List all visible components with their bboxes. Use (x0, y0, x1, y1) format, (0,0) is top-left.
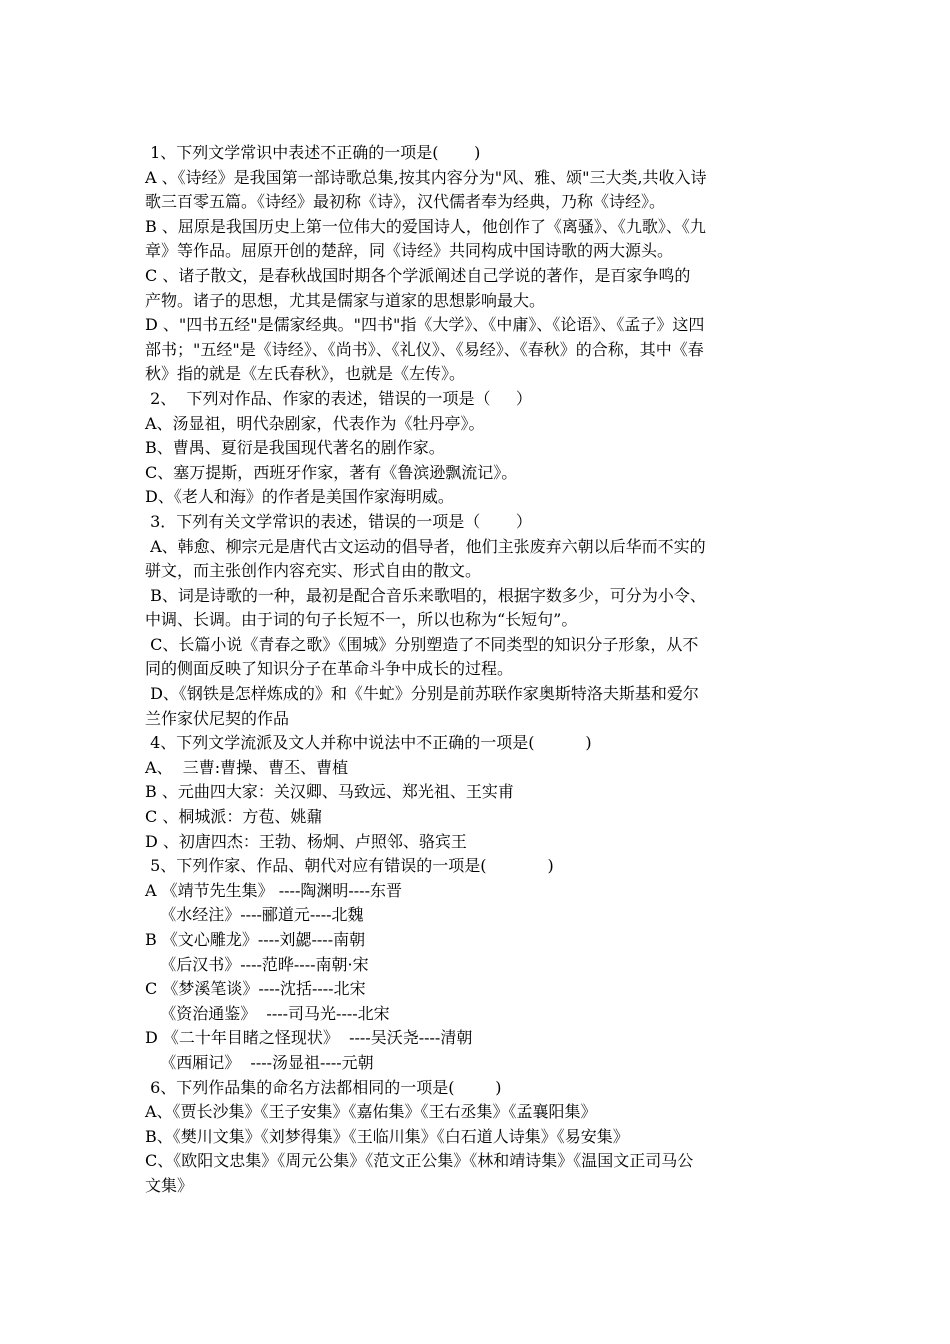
text-line: 骈文，而主张创作内容充实、形式自由的散文。 (145, 561, 482, 581)
text-line: C、塞万提斯，西班牙作家，著有《鲁滨逊飘流记》。 (145, 462, 518, 482)
text-line: 《水经注》----郦道元----北魏 (145, 905, 364, 925)
text-line: B、曹禺、夏衍是我国现代著名的剧作家。 (145, 438, 445, 458)
text-line: 5、下列作家、作品、朝代对应有错误的一项是( ) (145, 856, 554, 876)
text-line: D 、"四书五经"是儒家经典。"四书"指《大学》、《中庸》、《论语》、《孟子》这四 (145, 315, 705, 335)
text-line: A、《贾长沙集》《王子安集》《嘉佑集》《王右丞集》《孟襄阳集》 (145, 1102, 597, 1122)
text-line: A 《靖节先生集》 ----陶渊明----东晋 (145, 880, 402, 900)
text-line: B、词是诗歌的一种，最初是配合音乐来歌唱的，根据字数多少，可分为小令、 (145, 585, 706, 605)
document-body (145, 141, 815, 1199)
text-line: 歌三百零五篇。《诗经》最初称《诗》，汉代儒者奉为经典，乃称《诗经》。 (145, 192, 666, 212)
text-line: B 、屈原是我国历史上第一位伟大的爱国诗人，他创作了《离骚》、《九歌》、《九 (145, 216, 706, 236)
text-line: D、《老人和海》的作者是美国作家海明威。 (145, 487, 454, 507)
text-line: A、韩愈、柳宗元是唐代古文运动的倡导者，他们主张废弃六朝以后华而不实的 (145, 536, 706, 556)
text-line: 《西厢记》 ----汤显祖----元朝 (145, 1052, 374, 1072)
text-line: D 《二十年目睹之怪现状》 ----吴沃尧----清朝 (145, 1028, 473, 1048)
text-line: 同的侧面反映了知识分子在革命斗争中成长的过程。 (145, 659, 514, 679)
text-line: D、《钢铁是怎样炼成的》和《牛虻》分别是前苏联作家奥斯特洛夫斯基和爱尔 (145, 684, 699, 704)
text-line: A 、《诗经》是我国第一部诗歌总集,按其内容分为"风、雅、颂"三大类,共收入诗 (145, 167, 707, 187)
text-line: A、 三曹:曹操、曹丕、曹植 (145, 757, 349, 777)
text-line: 文集》 (145, 1175, 194, 1195)
text-line: 4、下列文学流派及文人并称中说法中不正确的一项是( ) (145, 733, 592, 753)
text-line: C、《欧阳文忠集》《周元公集》《范文正公集》《林和靖诗集》《温国文正司马公 (145, 1151, 694, 1171)
text-line: C 、诸子散文，是春秋战国时期各个学派阐述自己学说的著作，是百家争鸣的 (145, 265, 691, 285)
text-line: B、《樊川文集》《刘梦得集》《王临川集》《白石道人诗集》《易安集》 (145, 1126, 629, 1146)
text-line: 秋》指的就是《左氏春秋》，也就是《左传》。 (145, 364, 466, 384)
text-line: 1、下列文学常识中表述不正确的一项是( ) (145, 143, 481, 162)
text-line: 《后汉书》----范晔----南朝·宋 (145, 954, 369, 974)
text-line: B 《文心雕龙》----刘勰----南朝 (145, 930, 366, 949)
text-line: 3．下列有关文学常识的表述，错误的一项是（ ） (145, 511, 532, 531)
text-line: B 、元曲四大家：关汉卿、马致远、郑光祖、王实甫 (145, 782, 514, 802)
text-line: 6、下列作品集的命名方法都相同的一项是( ) (145, 1077, 502, 1097)
text-line: 产物。诸子的思想，尤其是儒家与道家的思想影响最大。 (145, 290, 546, 310)
text-line: D 、初唐四杰：王勃、杨炯、卢照邻、骆宾王 (145, 831, 467, 851)
text-line: C、长篇小说《青春之歌》《围城》分别塑造了不同类型的知识分子形象，从不 (145, 634, 699, 654)
text-line: 中调、长调。由于词的句子长短不一，所以也称为“长短句”。 (145, 610, 578, 630)
text-line: 《资治通鉴》 ----司马光----北宋 (145, 1003, 390, 1023)
text-line: 章》等作品。屈原开创的楚辞，同《诗经》共同构成中国诗歌的两大源头。 (145, 241, 674, 261)
text-line: C 《梦溪笔谈》----沈括----北宋 (145, 979, 366, 999)
text-line: 兰作家伏尼契的作品 (145, 708, 290, 728)
text-line: 2、 下列对作品、作家的表述，错误的一项是（ ） (145, 388, 532, 408)
text-line: A、汤显祖，明代杂剧家，代表作为《牡丹亭》。 (145, 413, 485, 433)
text-line: 部书；"五经"是《诗经》、《尚书》、《礼仪》、《易经》、《春秋》的合称，其中《春 (145, 339, 704, 359)
text-line: C 、桐城派：方苞、姚鼐 (145, 807, 323, 827)
